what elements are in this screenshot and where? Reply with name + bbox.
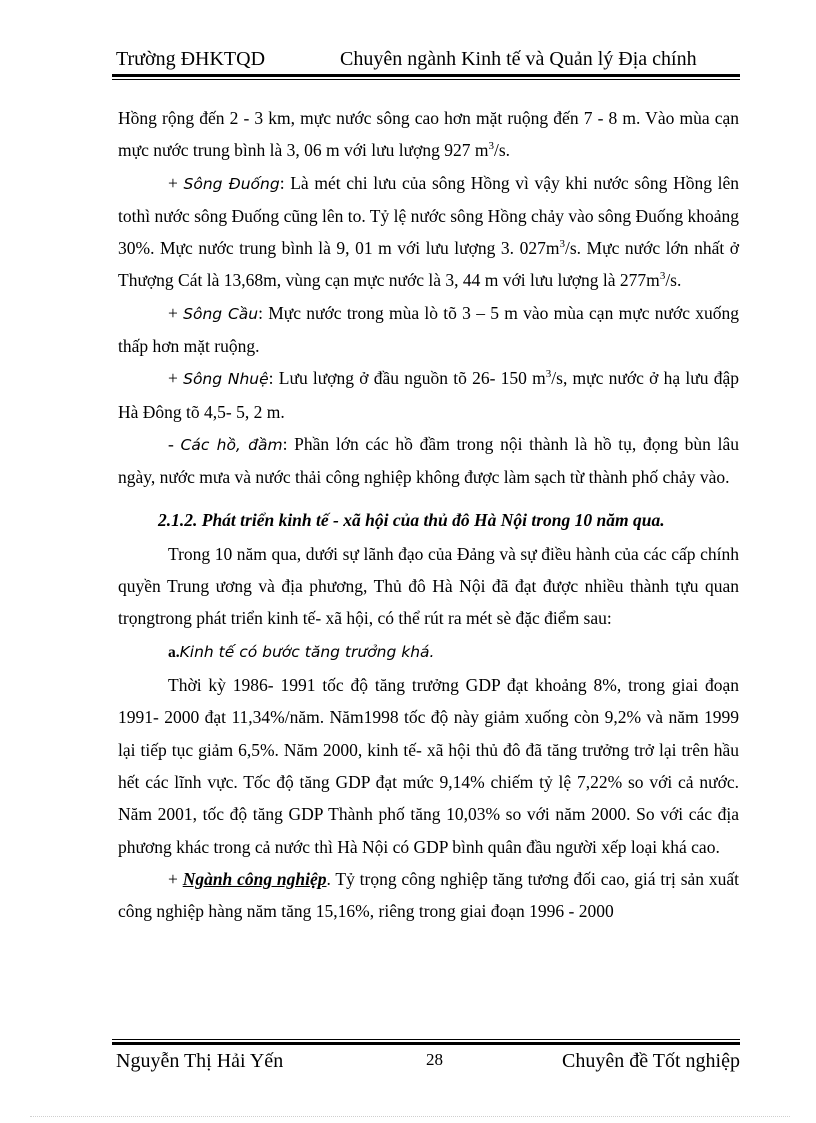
paragraph-gdp: Thời kỳ 1986- 1991 tốc độ tăng trưởng GDP đạt khoảng 8%, trong giai đoạn 1991- 2000 đạt 11,34%/năm. Năm1998 tốc độ này giảm xuống còn 9,2% và năm 1999 lại tiếp tục giảm 6,5%. Năm 2000, kinh tế- xã hội thủ đô đã tăng trưởng trở lại trên hầu hết các lĩnh vực. Tốc độ tăng GDP đạt mức 9,14% chiếm tỷ lệ 7,22% so với cả nước. Năm 2001, tốc độ tăng GDP Thành phố tăng 10,03% so với năm 2000. So với các địa phương khác trong cả nước thì Hà Nội có GDP bình quân đầu người xếp loại khá cao.: [118, 675, 739, 857]
subheading-a: a.Kinh tế có bước tăng trưởng khá.: [168, 642, 435, 661]
paragraph-song-nhue: + Sông Nhuệ: Lưu lượng ở đầu nguồn tõ 26- 150 $m^3/s$, mực nước ở hạ lưu đập Hà Đông tõ 4,5- 5, 2 m.: [118, 368, 739, 422]
header-rule: [112, 74, 740, 80]
page-bottom-dotted-line: [30, 1116, 790, 1117]
body-text: [118, 102, 739, 927]
paragraph-song-cau: + Sông Cầu: Mực nước trong mùa lò tõ 3 – 5 m vào mùa cạn mực nước xuống thấp hơn mặt ruộng.: [118, 302, 739, 357]
term-song-cau: Sông Cầu: [183, 304, 259, 323]
term-song-duong: Sông Đuống: [183, 174, 280, 193]
term-ho-dam: Các hồ, đầm: [180, 435, 283, 454]
paragraph-song-duong: + Sông Đuống: Là mét chi lưu của sông Hồng vì vậy khi nước sông Hồng lên tothì nước sông Đuống cũng lên to. Tỷ lệ nước sông Hồng chảy vào sông Đuống khoảng 30%. Mực nước trung bình là 9, 01 m với lưu lượng 3. $027m^3/s$. Mực nước lớn nhất ở Thượng Cát là 13,68m, vùng cạn mực nước là 3, 44 m với lưu lượng là $277m^3/s$.: [118, 172, 739, 291]
paragraph-intro: Trong 10 năm qua, dưới sự lãnh đạo của Đảng và sự điều hành của các cấp chính quyền Trung ương và địa phương, Thủ đô Hà Nội đã đạt được nhiều thành tựu quan trọngtrong phát triển kinh tế- xã hội, có thể rút ra mét sè đặc điểm sau:: [118, 543, 739, 629]
footer-title: Chuyên đề Tốt nghiệp: [562, 1050, 740, 1072]
paragraph-cong-nghiep: + Ngành công nghiệp. Tỷ trọng công nghiệp tăng tương đối cao, giá trị sản xuất công nghiệp hàng năm tăng 15,16%, riêng trong giai đoạn 1996 - 2000: [118, 868, 739, 922]
paragraph-song-hong: Hồng rộng đến 2 - 3 km, mực nước sông cao hơn mặt ruộng đến 7 - 8 m. Vào mùa cạn mực nước trung bình là 3, 06 m với lưu lượng 927 $m^3/s$.: [118, 108, 739, 161]
footer-author: Nguyễn Thị Hải Yến: [116, 1050, 284, 1072]
page-header: [112, 46, 740, 76]
footer-rule: [112, 1039, 740, 1045]
page-footer: [112, 1050, 740, 1080]
section-heading: 2.1.2. Phát triển kinh tế - xã hội của thủ đô Hà Nội trong 10 năm qua.: [158, 509, 665, 530]
header-major: Chuyên ngành Kinh tế và Quản lý Địa chính: [340, 48, 697, 70]
paragraph-ho-dam: - Các hồ, đầm: Phần lớn các hồ đầm trong nội thành là hồ tụ, đọng bùn lâu ngày, nước mưa và nước thải công nghiệp không được làm sạch từ thành phố chảy vào.: [118, 433, 739, 488]
header-school: Trường ĐHKTQD: [116, 48, 266, 70]
term-song-nhue: Sông Nhuệ: [183, 370, 269, 389]
page-number: 28: [426, 1050, 443, 1069]
term-nganh-cong-nghiep: Ngành công nghiệp: [182, 868, 327, 889]
